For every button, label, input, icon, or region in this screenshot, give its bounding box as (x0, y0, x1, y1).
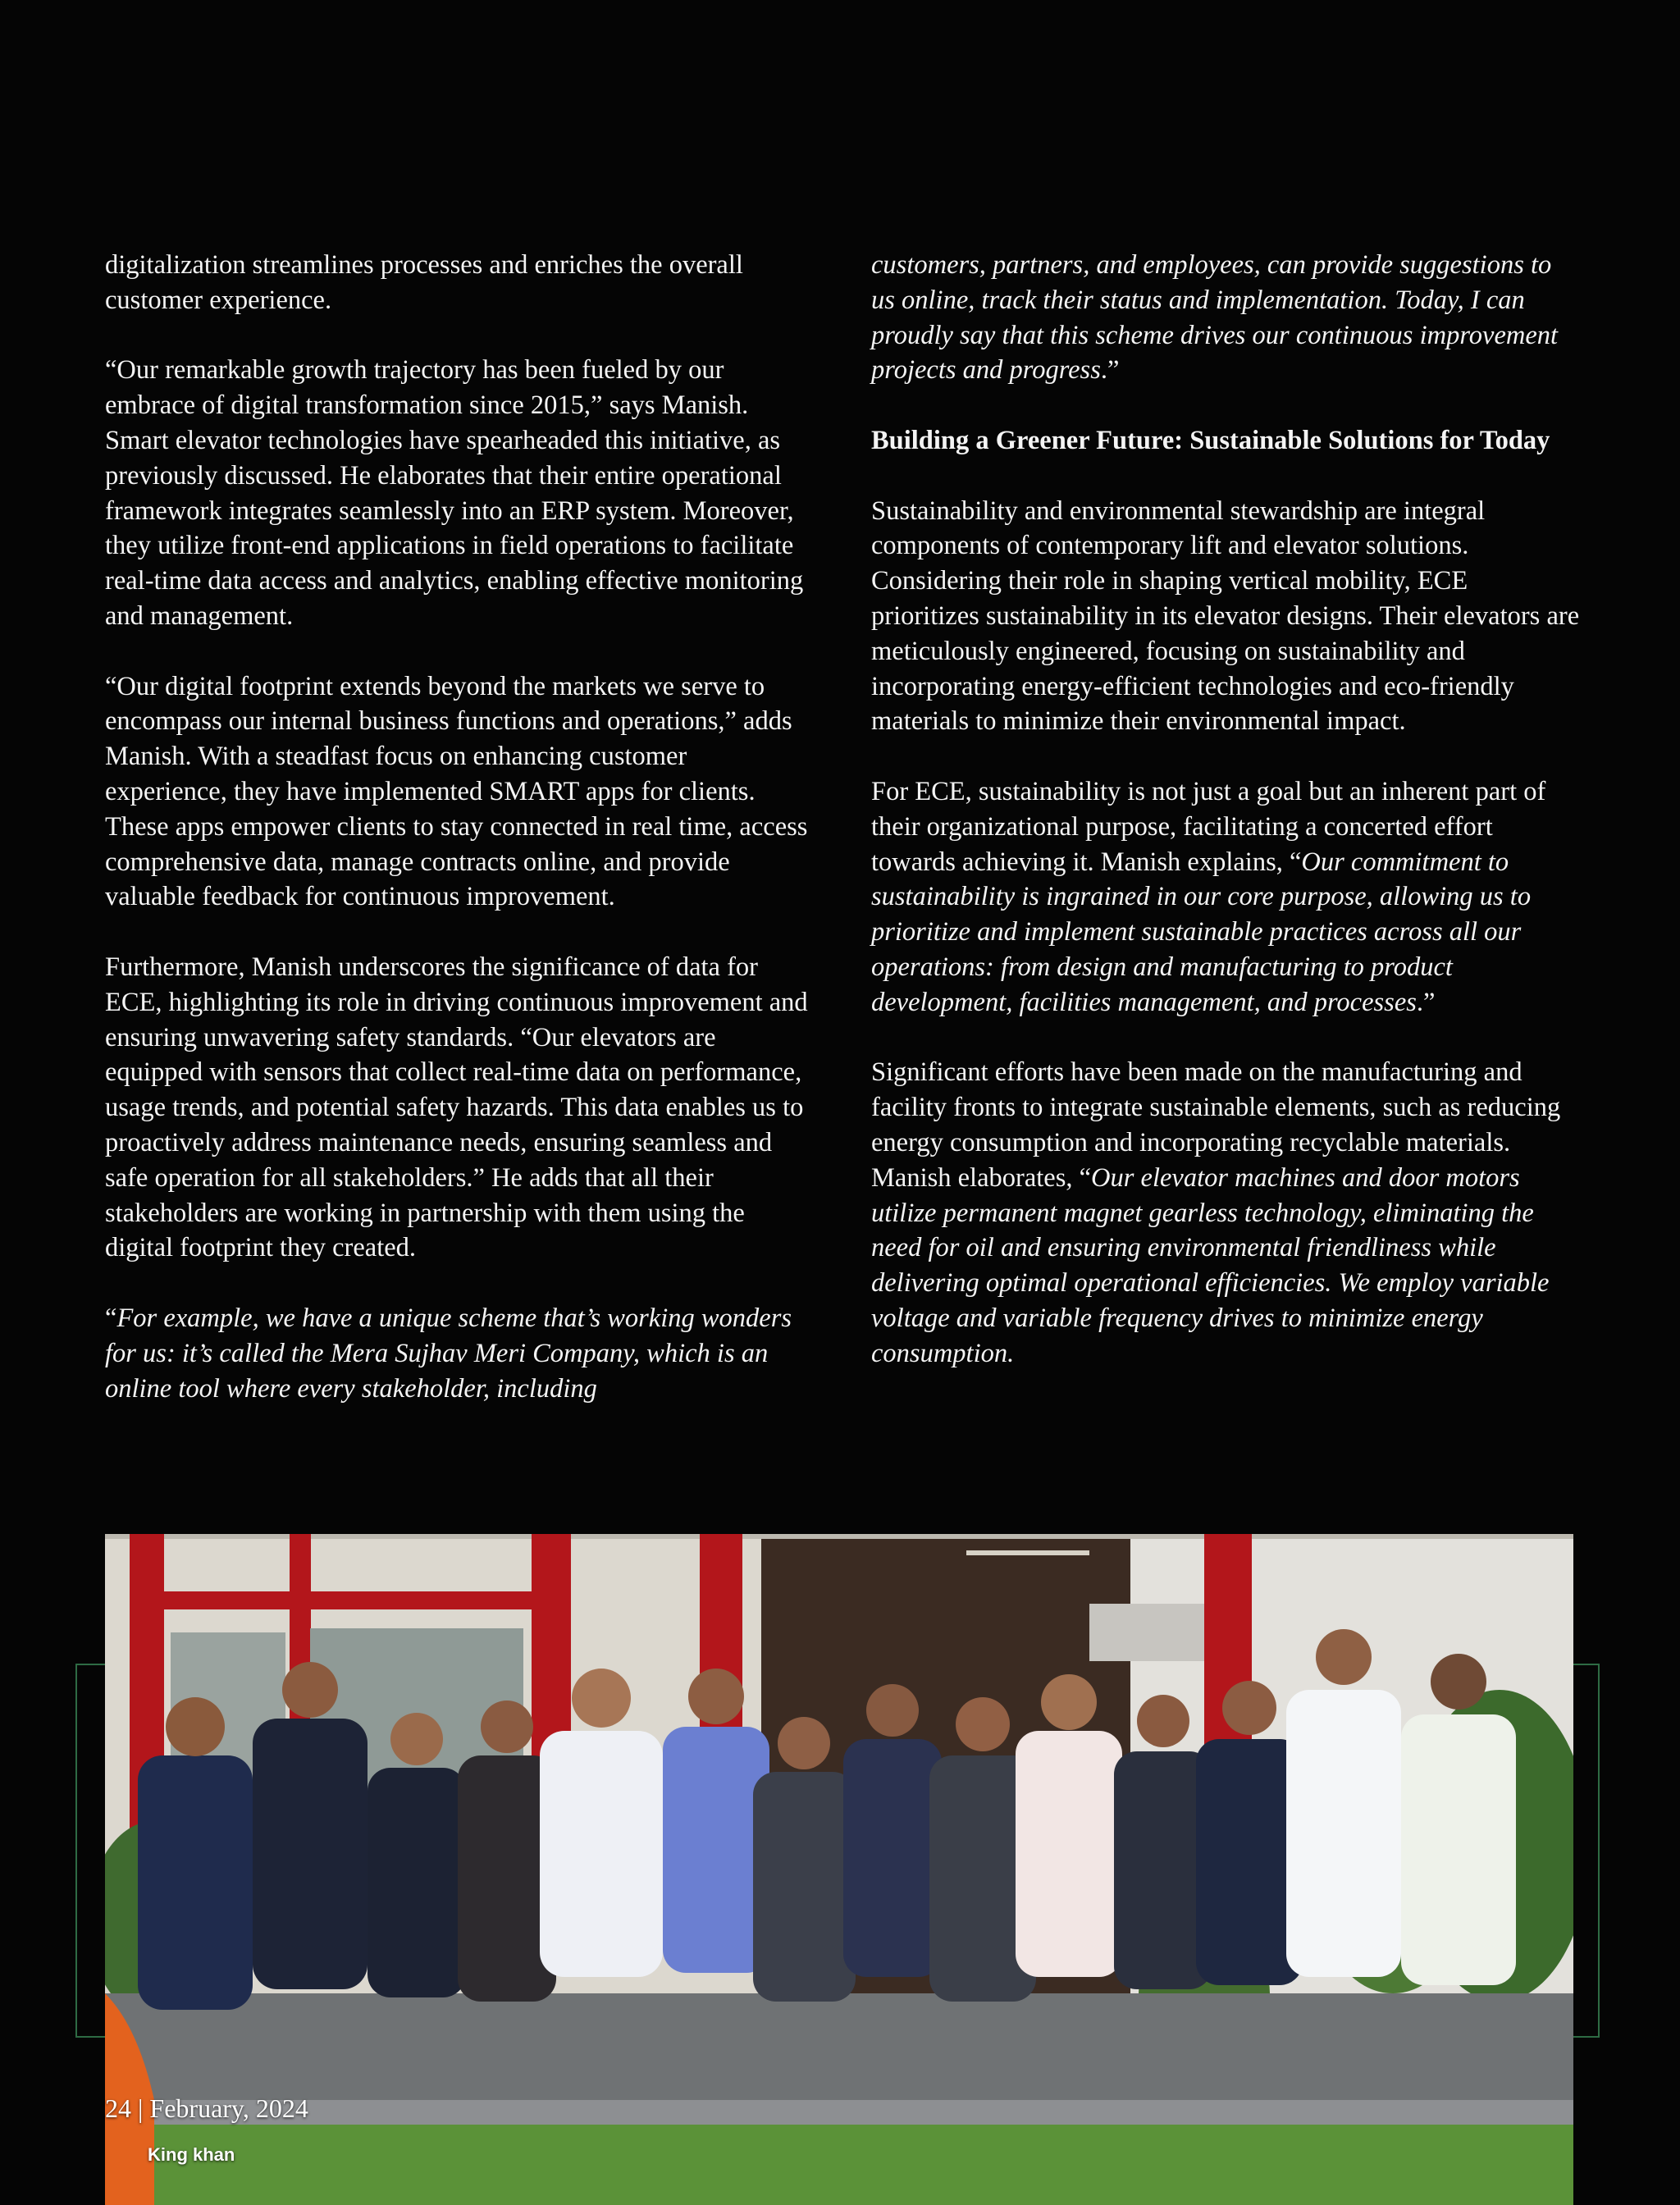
paragraph (105, 1301, 810, 1406)
paragraph: “Our remarkable growth trajectory has been fueled by our embrace of digital transformation since 2015,” says Manish. Smart elevator technologies have spearheaded this initiative, as previously discussed. He elaborates that their entire operational framework integrates seamlessly into an ERP system. Moreover, they utilize front-end applications in field operations to facilitate real-time data access and analytics, enabling effective monitoring and management. (105, 355, 804, 631)
quote-close: .” (1100, 355, 1120, 386)
page-folio: 24 | February, 2024 (105, 2093, 308, 2123)
group-photo-illustration (105, 1534, 1573, 2205)
paragraph (871, 774, 1581, 1020)
quote-text: For example, we have a unique scheme that’s working wonders for us: it’s called the Mera Sujhav Meri Company, which is an online tool where every stakeholder, including (105, 1303, 792, 1404)
quote-text: Our elevator machines and door motors utilize permanent magnet gearless technology, eliminating the need for oil and ensuring environmental friendliness while delivering optimal operational efficiencies. We employ variable voltage and variable frequency drives to minimize energy consumption. (871, 1162, 1550, 1368)
quote-text: customers, partners, and employees, can provide suggestions to us online, track their status and implementation. Today, I can proudly say that this scheme drives our continuous improvement projects and progress (871, 250, 1559, 386)
quote-close: .” (1416, 987, 1436, 1017)
quote-text: Our commitment to sustainability is ingrained in our core purpose, allowing us to prioritize and implement sustainable practices across all our operations: from design and manufacturing to product development, facilities management, and processes (871, 847, 1532, 1017)
frame-line-left (75, 1664, 105, 2038)
paragraph: digitalization streamlines processes and enriches the overall customer experience. (105, 250, 743, 315)
paragraph-lead: Significant efforts have been made on the manufacturing and facility fronts to integrate sustainable elements, such as reducing energy consumption and incorporating recyclable materials. Manish elaborates, “ (871, 1057, 1561, 1193)
paragraph-lead: For ECE, sustainability is not just a goal but an inherent part of their organizational purpose, facilitating a concerted effort towards achieving it. Manish explains, “ (871, 776, 1546, 877)
article-column-right (871, 248, 1581, 1406)
article-column-left (105, 248, 810, 1441)
paragraph: Furthermore, Manish underscores the significance of data for ECE, highlighting its role in driving continuous improvement and ensuring unwavering safety standards. “Our elevators are equipped with sensors that collect real-time data on performance, usage trends, and potential safety hazards. This data enables us to proactively address maintenance needs, ensuring seamless and safe operation for all stakeholders.” He adds that all their stakeholders are working in partnership with them using the digital footprint they created. (105, 952, 808, 1263)
paragraph (871, 248, 1581, 388)
paragraph: Sustainability and environmental stewardship are integral components of contemporary lift and elevator solutions. Considering their role in shaping vertical mobility, ECE prioritizes sustainability in its elevator designs. Their elevators are meticulously engineered, focusing on sustainability and incorporating energy-efficient technologies and eco-friendly materials to minimize their environmental impact. (871, 495, 1580, 737)
paragraph (871, 1055, 1581, 1371)
photo-credit: King khan (148, 2144, 235, 2165)
paragraph: “Our digital footprint extends beyond the markets we serve to encompass our internal business functions and operations,” adds Manish. With a steadfast focus on enhancing customer experience, they have implemented SMART apps for clients. These apps empower clients to stay connected in real time, access comprehensive data, manage contracts online, and provide valuable feedback for continuous improvement. (105, 671, 808, 912)
group-photo (105, 1534, 1573, 2205)
quote-open: “ (105, 1303, 117, 1333)
section-heading: Building a Greener Future: Sustainable Solutions for Today (871, 425, 1550, 455)
frame-line-right (1573, 1664, 1600, 2038)
